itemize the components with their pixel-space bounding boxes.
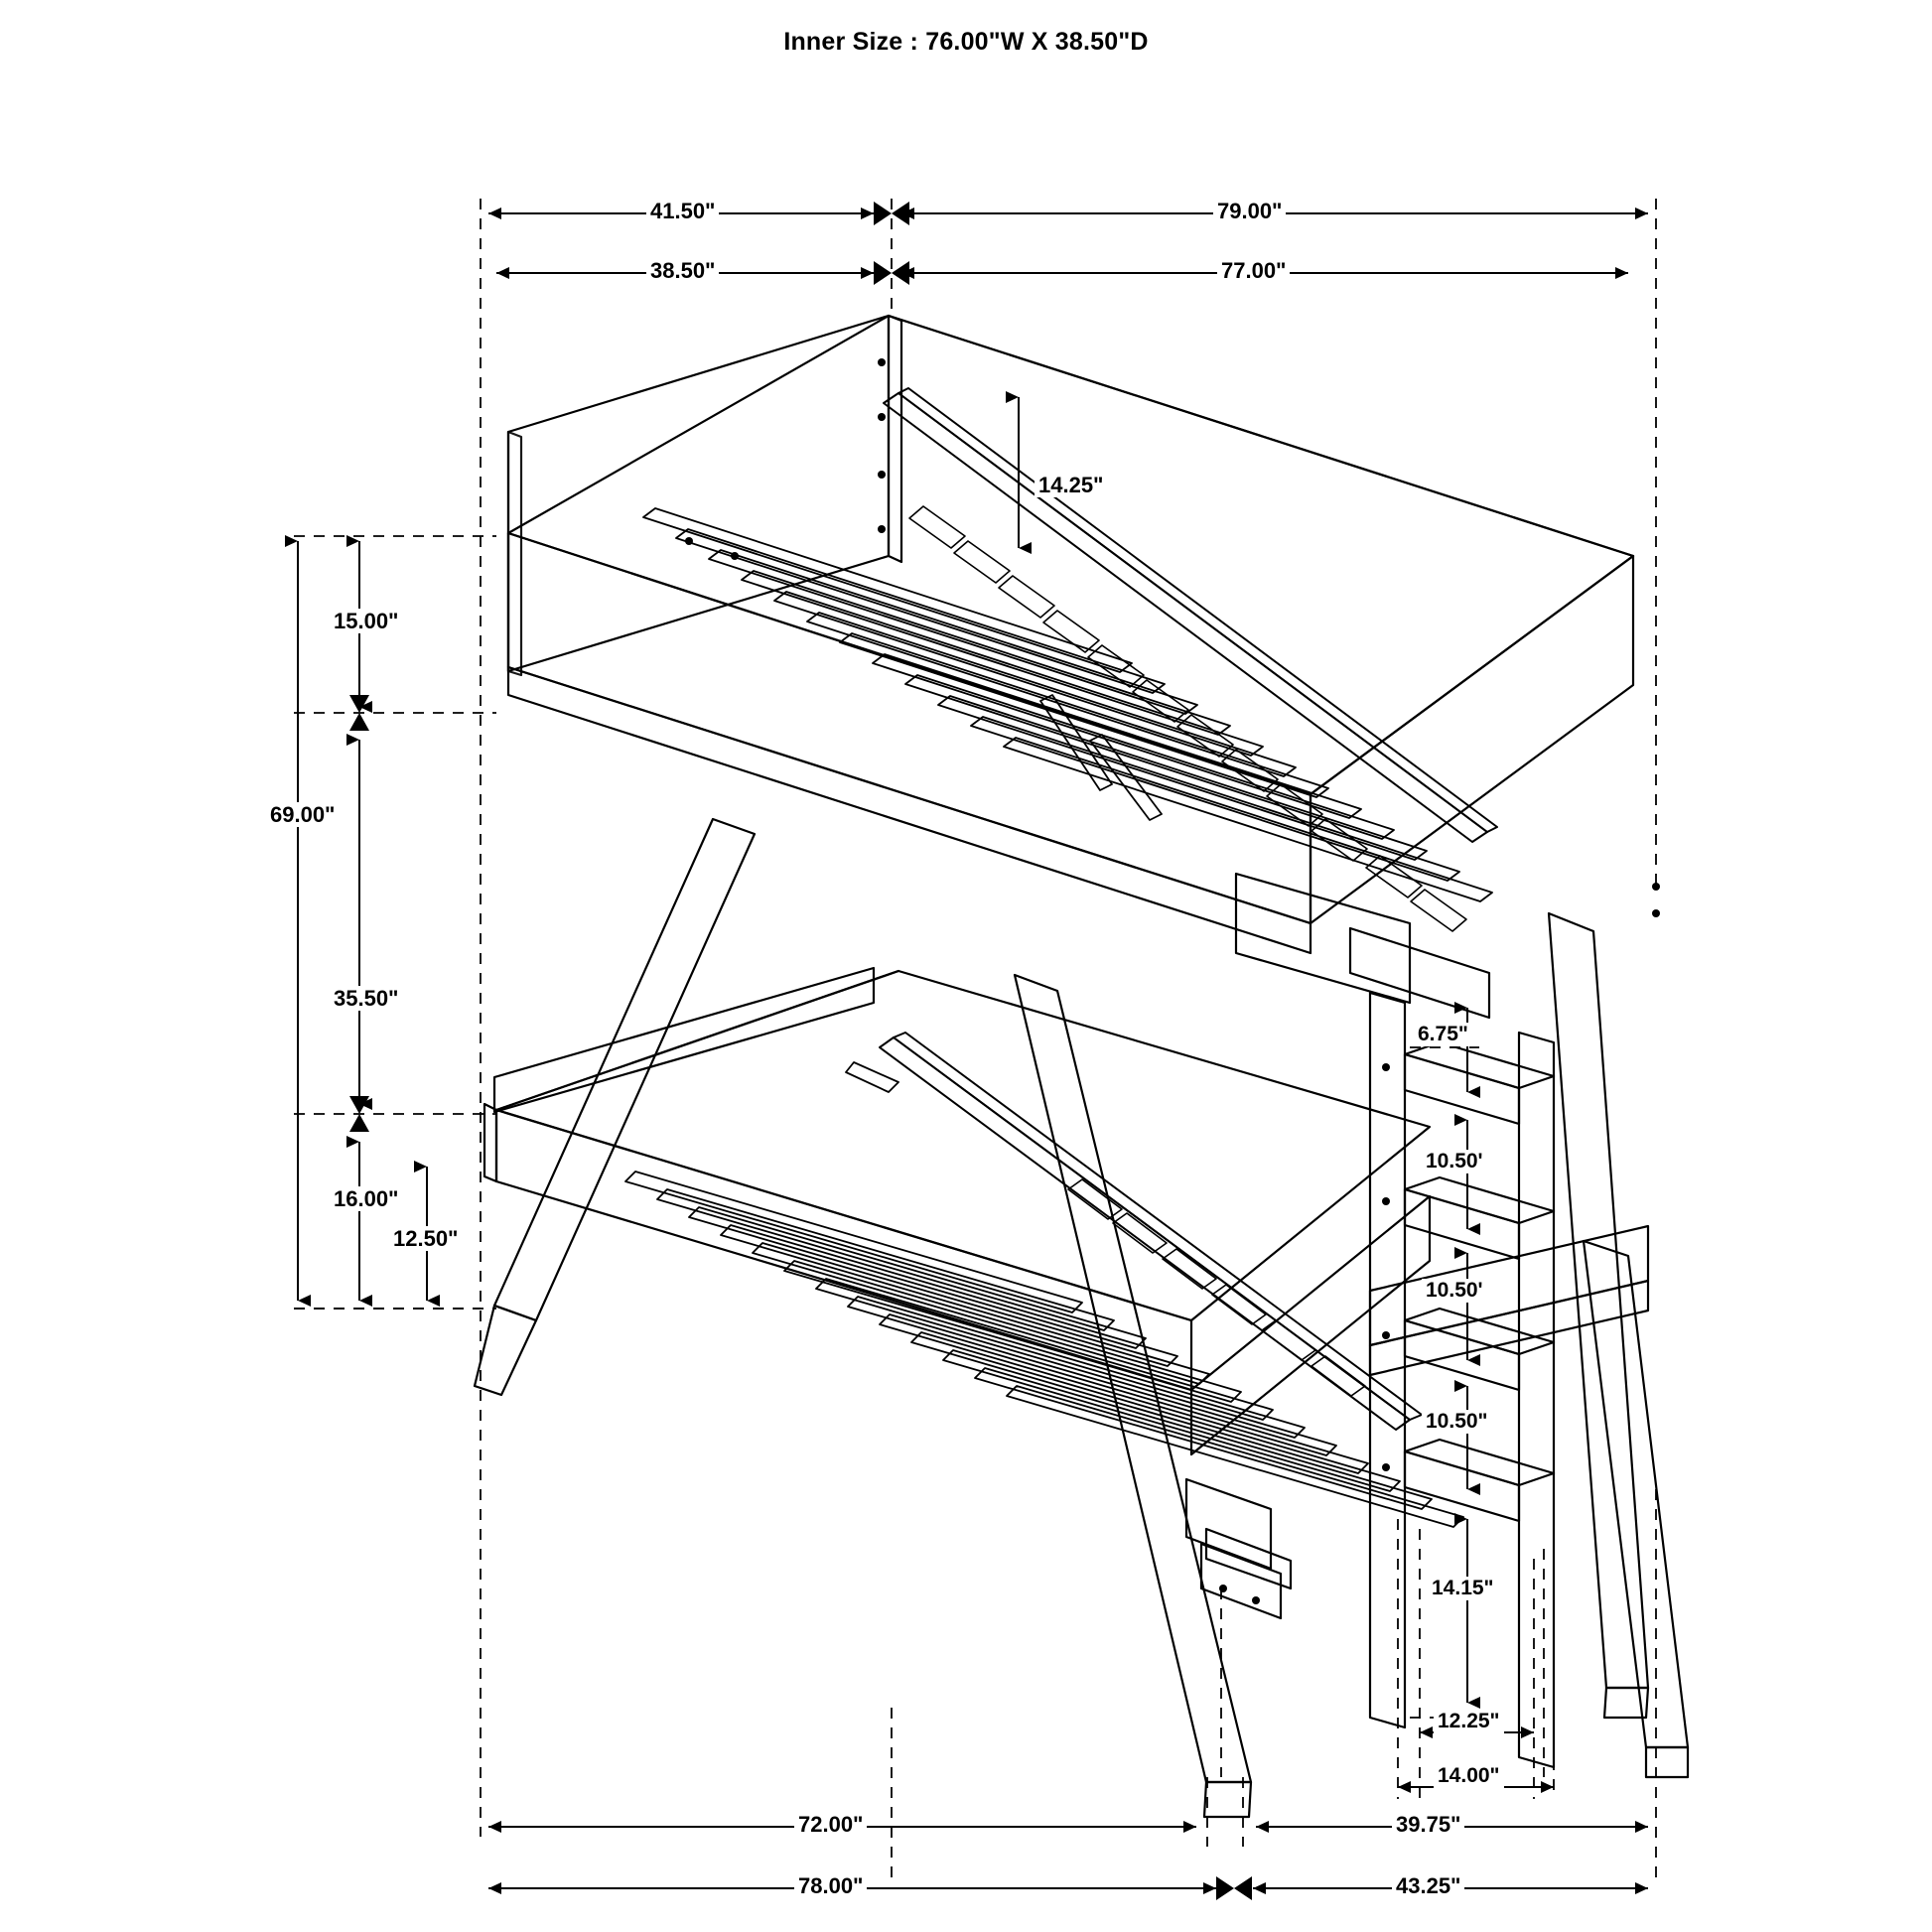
dim-label-bottom-right-2: 43.25" xyxy=(1392,1873,1464,1898)
dim-label-ladder-outer-width: 14.00" xyxy=(1434,1764,1504,1788)
dim-label-rung-gap-1: 10.50' xyxy=(1422,1150,1487,1173)
dim-label-bottom-right-1: 39.75" xyxy=(1392,1812,1464,1837)
dim-label-upper-clearance: 14.25" xyxy=(1035,473,1107,497)
dim-label-bottom-left-1: 72.00" xyxy=(794,1812,867,1837)
dim-label-bottom-left-2: 78.00" xyxy=(794,1873,867,1898)
dim-label-lower-deck-height: 12.50" xyxy=(389,1226,462,1251)
dim-label-rung-gap-2: 10.50' xyxy=(1422,1279,1487,1303)
dim-label-ladder-inner-width: 12.25" xyxy=(1434,1710,1504,1733)
dim-label-top-right-1: 79.00" xyxy=(1213,199,1286,223)
dim-label-top-left-2: 38.50" xyxy=(646,258,719,283)
dim-label-ladder-top-gap: 6.75" xyxy=(1414,1023,1472,1046)
dim-label-upper-guardrail: 15.00" xyxy=(330,609,402,633)
dim-label-rung-gap-3: 10.50" xyxy=(1422,1410,1492,1434)
dim-label-deck-gap: 35.50" xyxy=(330,986,402,1011)
bed-geometry xyxy=(475,316,1688,1817)
dim-label-overall-height: 69.00" xyxy=(266,802,339,827)
page-title: Inner Size : 76.00"W X 38.50"D xyxy=(783,28,1149,56)
dim-label-top-left-1: 41.50" xyxy=(646,199,719,223)
dimension-lines xyxy=(294,199,1656,1900)
dim-label-ladder-bottom: 14.15" xyxy=(1428,1577,1498,1600)
dim-label-lower-guardrail: 16.00" xyxy=(330,1186,402,1211)
dim-label-top-right-2: 77.00" xyxy=(1217,258,1290,283)
